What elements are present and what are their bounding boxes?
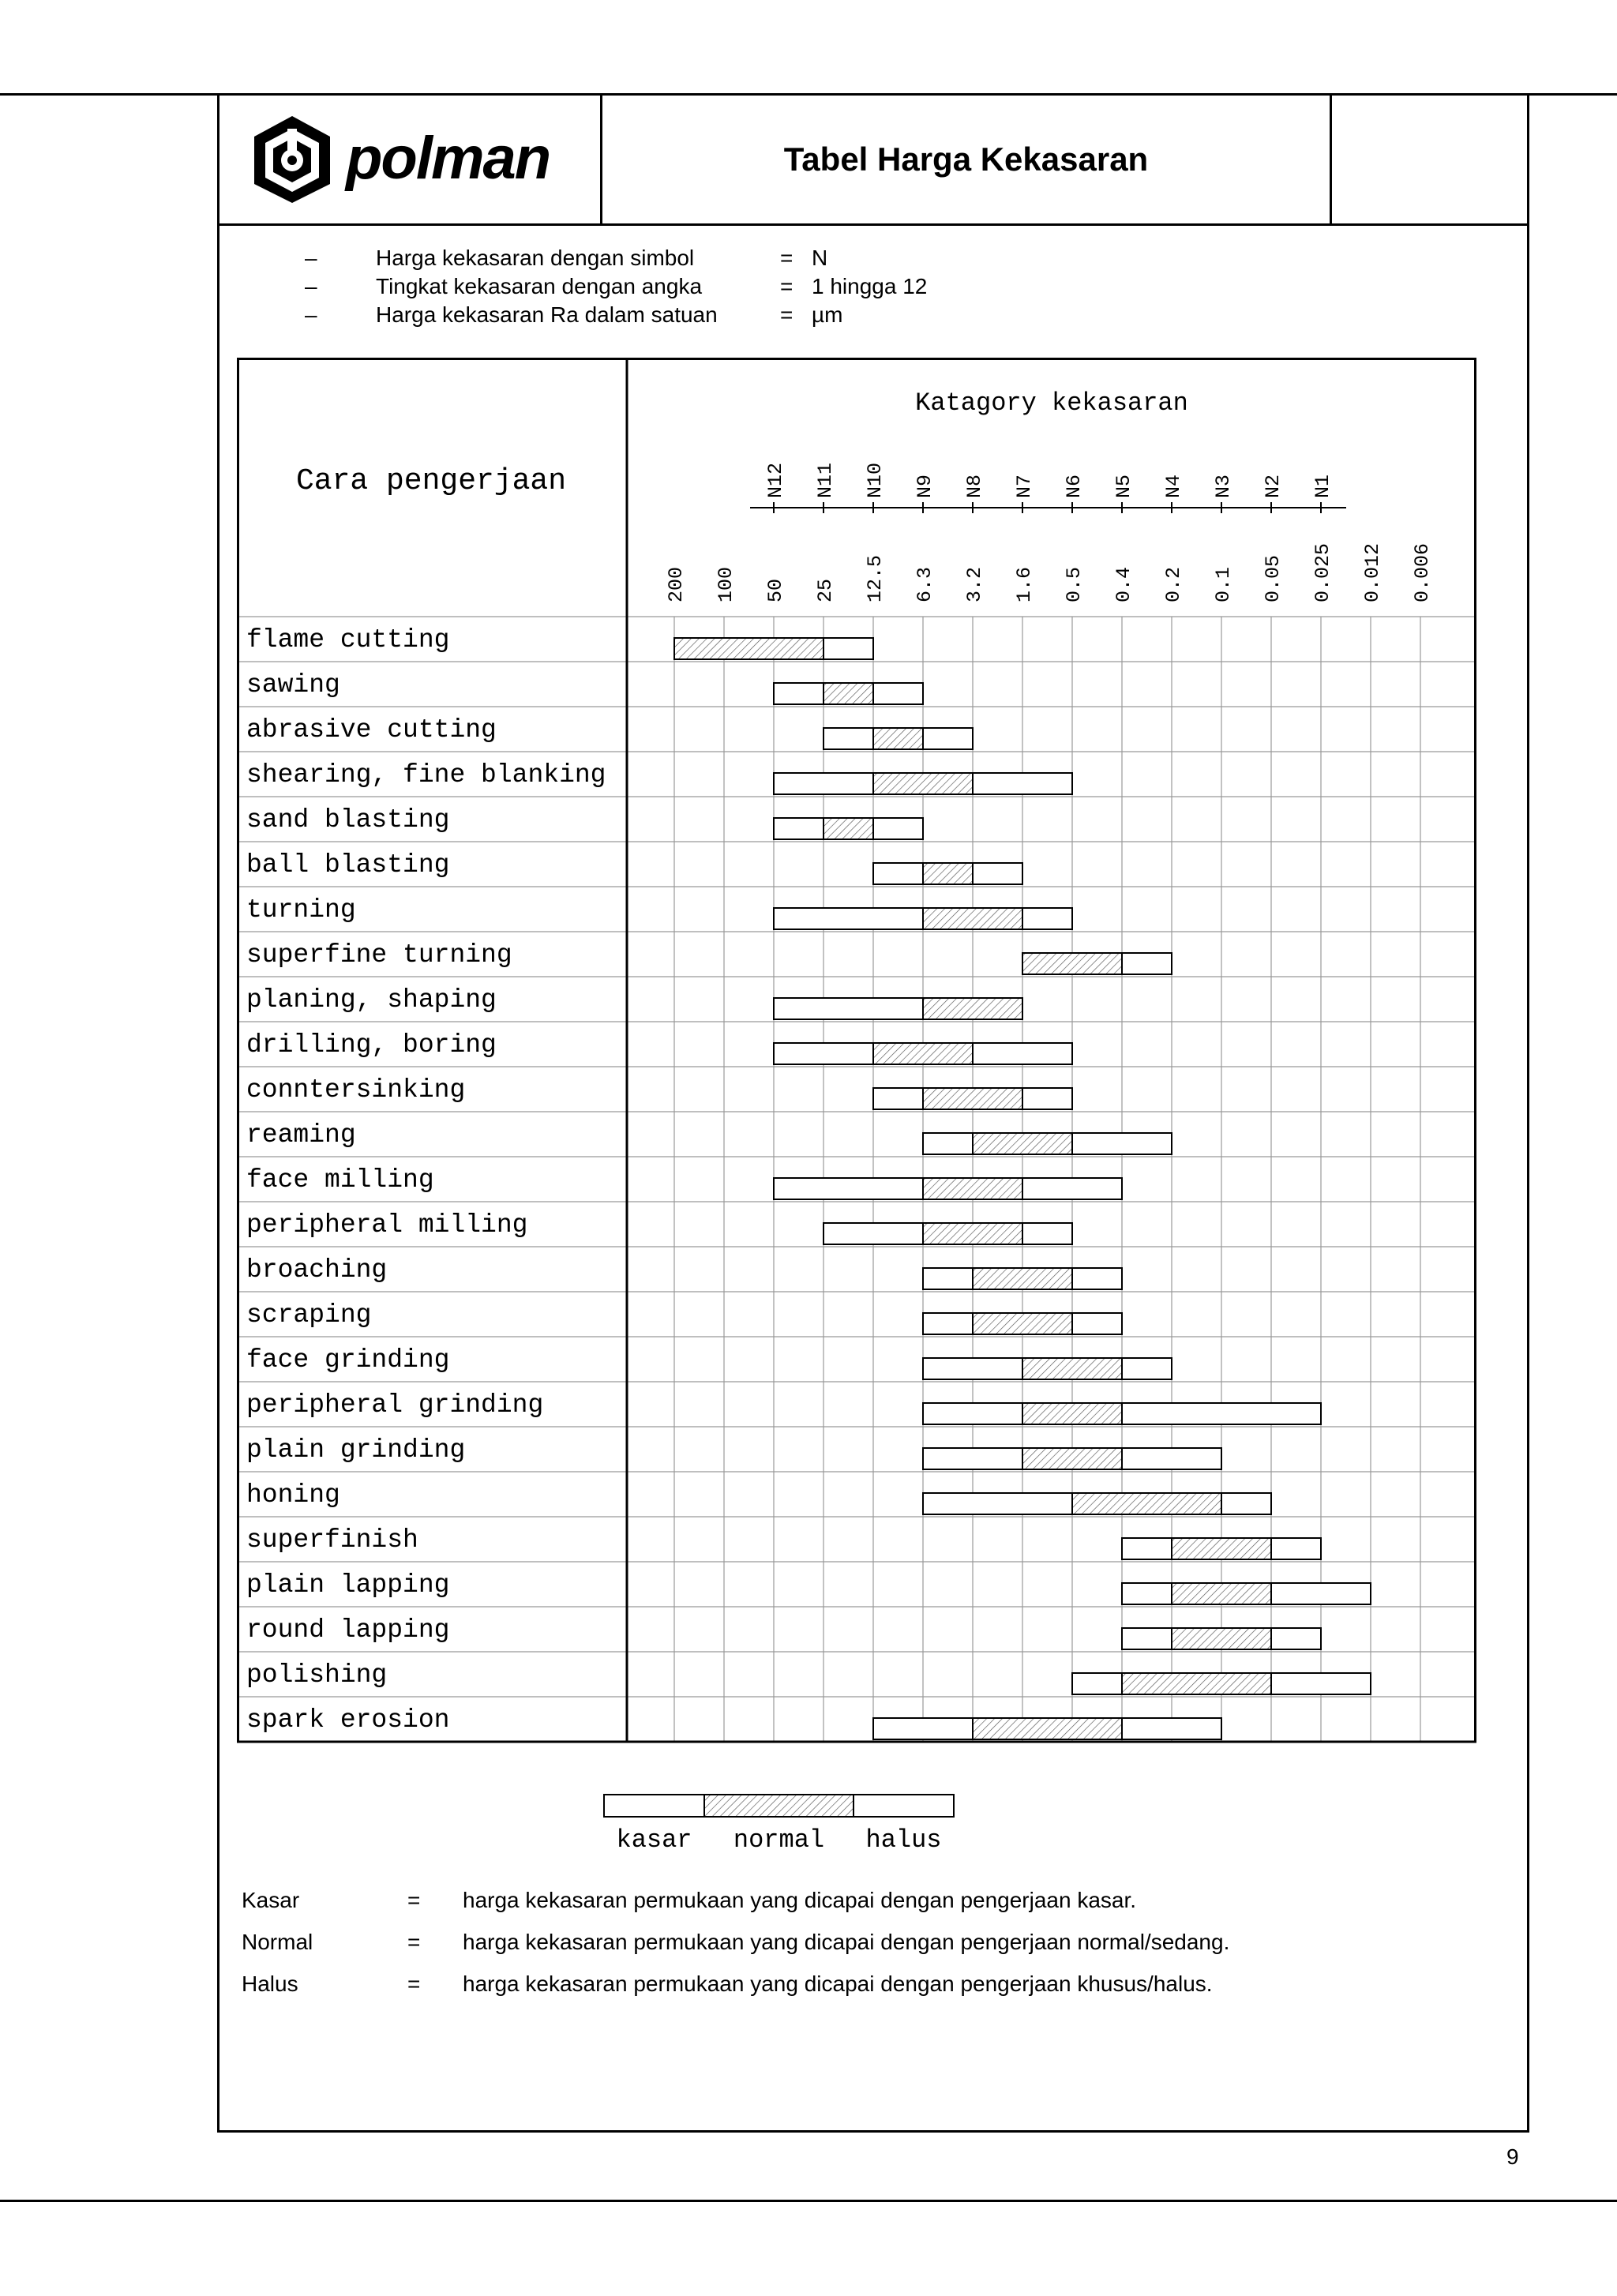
bar-normal (973, 1268, 1072, 1289)
process-label: plain grinding (246, 1435, 466, 1465)
bullet-item (305, 244, 927, 272)
ra-value-label: 0.012 (1361, 542, 1384, 602)
bullet-text: Tingkat kekasaran dengan angka (376, 274, 703, 298)
bullet-dash: – (305, 302, 317, 327)
bar-halus (973, 1043, 1072, 1064)
bar-kasar (1122, 1628, 1172, 1649)
definitions (242, 1888, 1229, 2013)
legend (602, 1793, 997, 1864)
roughness-chart (237, 358, 1476, 1747)
bar-kasar (774, 1178, 923, 1199)
n-class-label: N10 (864, 462, 887, 498)
ra-value-label: 0.2 (1162, 566, 1185, 602)
definition-key: Kasar (242, 1888, 300, 1912)
bar-normal (674, 638, 824, 659)
process-label: peripheral milling (246, 1210, 528, 1240)
bar-normal (1022, 1448, 1122, 1469)
header-rule (219, 223, 1527, 226)
page-frame (217, 93, 1529, 2133)
ra-value-label: 100 (715, 566, 737, 602)
process-label: abrasive cutting (246, 715, 497, 745)
bar-normal (1122, 1673, 1271, 1694)
bullet-dash: – (305, 274, 317, 298)
bar-kasar (774, 908, 923, 929)
bar-normal (923, 1088, 1022, 1109)
bar-halus (1271, 1628, 1321, 1649)
bar-kasar (923, 1403, 1022, 1424)
definition-row (242, 1971, 1229, 2013)
bar-normal (824, 818, 873, 839)
bullet-eq: = (780, 246, 793, 270)
bar-kasar (923, 1133, 973, 1154)
bar-halus (1122, 1403, 1321, 1424)
bullet-eq: = (780, 274, 793, 298)
process-label: sawing (246, 670, 340, 700)
legend-label: normal (733, 1825, 825, 1855)
bar-halus (1022, 908, 1072, 929)
process-label: polishing (246, 1660, 388, 1690)
ra-value-label: 6.3 (914, 566, 936, 602)
bar-halus (1221, 1493, 1271, 1514)
bar-normal (824, 683, 873, 704)
ra-value-label: 50 (764, 578, 787, 602)
process-label: reaming (246, 1120, 356, 1150)
bar-normal (923, 998, 1022, 1019)
bar-normal (1022, 953, 1122, 974)
bar-halus (1072, 1268, 1122, 1289)
n-class-label: N2 (1262, 474, 1285, 498)
definition-text: harga kekasaran permukaan yang dicapai dengan pengerjaan normal/sedang. (463, 1930, 1230, 1954)
bar-kasar (774, 683, 824, 704)
bar-halus (1022, 1178, 1122, 1199)
ra-value-label: 1.6 (1013, 566, 1036, 602)
process-label: planing, shaping (246, 985, 497, 1015)
bar-normal (973, 1313, 1072, 1334)
page-number: 9 (1506, 2144, 1519, 2169)
n-class-label: N7 (1013, 474, 1036, 498)
row-header: Cara pengerjaan (295, 464, 567, 498)
n-class-label: N11 (814, 462, 837, 498)
process-label: scraping (246, 1300, 372, 1330)
bullet-list (305, 244, 927, 329)
bar-halus (1271, 1583, 1371, 1604)
bar-halus (873, 818, 923, 839)
definition-text: harga kekasaran permukaan yang dicapai dengan pengerjaan kasar. (463, 1888, 1137, 1912)
bar-kasar (774, 1043, 873, 1064)
process-label: spark erosion (246, 1705, 450, 1735)
bar-normal (1022, 1358, 1122, 1379)
bar-kasar (873, 1718, 973, 1739)
process-label: broaching (246, 1255, 388, 1285)
bullet-value: 1 hingga 12 (812, 274, 928, 298)
definition-row (242, 1888, 1229, 1930)
bullet-eq: = (780, 302, 793, 327)
bar-normal (1172, 1583, 1271, 1604)
logo-cell (219, 96, 602, 226)
bar-normal (1172, 1538, 1271, 1559)
process-label: ball blasting (246, 850, 450, 880)
bullet-text: Harga kekasaran Ra dalam satuan (376, 302, 718, 327)
ra-value-label: 0.05 (1262, 554, 1285, 602)
bullet-item (305, 272, 927, 301)
bullet-value: µm (812, 302, 843, 327)
definition-eq: = (407, 1930, 421, 1954)
bar-kasar (873, 1088, 923, 1109)
ra-value-label: 0.025 (1311, 542, 1334, 602)
bar-halus (1122, 1448, 1221, 1469)
ra-value-label: 0.006 (1411, 542, 1434, 602)
ra-value-label: 200 (665, 566, 688, 602)
bar-halus (1271, 1538, 1321, 1559)
n-class-label: N4 (1162, 474, 1185, 498)
bar-halus (1072, 1133, 1172, 1154)
process-label: peripheral grinding (246, 1390, 544, 1420)
bar-kasar (824, 728, 873, 749)
bullet-item (305, 301, 927, 329)
process-label: face milling (246, 1165, 434, 1195)
bar-kasar (1122, 1583, 1172, 1604)
bottom-rule (0, 2200, 1617, 2202)
process-label: drilling, boring (246, 1030, 497, 1060)
bar-kasar (923, 1358, 1022, 1379)
legend-label: halus (865, 1825, 942, 1855)
bar-halus (973, 773, 1072, 794)
bar-normal (923, 1223, 1022, 1244)
bar-kasar (923, 1268, 973, 1289)
bullet-text: Harga kekasaran dengan simbol (376, 246, 695, 270)
chart-title: Katagory kekasaran (915, 388, 1188, 418)
bar-kasar (774, 998, 923, 1019)
definition-text: harga kekasaran permukaan yang dicapai dengan pengerjaan khusus/halus. (463, 1971, 1213, 1996)
bar-normal (973, 1133, 1072, 1154)
ra-value-label: 0.1 (1212, 566, 1235, 602)
legend-label: kasar (616, 1825, 692, 1855)
n-class-label: N12 (764, 462, 787, 498)
bar-halus (1122, 953, 1172, 974)
bar-normal (1022, 1403, 1122, 1424)
bar-kasar (824, 1223, 923, 1244)
process-label: sand blasting (246, 805, 450, 835)
process-label: shearing, fine blanking (246, 760, 606, 790)
legend-swatch-normal (704, 1795, 854, 1817)
ra-value-label: 0.4 (1112, 566, 1135, 602)
legend-swatch-kasar (604, 1795, 704, 1817)
bar-halus (1122, 1358, 1172, 1379)
process-label: turning (246, 895, 356, 925)
bar-halus (1072, 1313, 1122, 1334)
logo-text: polman (346, 125, 550, 192)
n-class-label: N8 (963, 474, 986, 498)
bar-normal (923, 908, 1022, 929)
bar-kasar (1122, 1538, 1172, 1559)
n-class-label: N6 (1063, 474, 1086, 498)
bar-normal (873, 728, 923, 749)
process-label: round lapping (246, 1615, 450, 1645)
ra-value-label: 0.5 (1063, 566, 1086, 602)
bar-halus (1022, 1088, 1072, 1109)
definition-key: Halus (242, 1971, 298, 1996)
bar-kasar (873, 863, 923, 884)
page-title: Tabel Harga Kekasaran (602, 96, 1332, 226)
bar-kasar (923, 1493, 1072, 1514)
bar-normal (1172, 1628, 1271, 1649)
process-label: flame cutting (246, 625, 450, 655)
bar-halus (923, 728, 973, 749)
bar-halus (1122, 1718, 1221, 1739)
bullet-value: N (812, 246, 828, 270)
n-class-label: N1 (1311, 474, 1334, 498)
bar-halus (1271, 1673, 1371, 1694)
definition-key: Normal (242, 1930, 313, 1954)
bar-normal (1072, 1493, 1221, 1514)
legend-swatch-halus (854, 1795, 954, 1817)
n-class-label: N9 (914, 474, 936, 498)
process-label: face grinding (246, 1345, 450, 1375)
process-label: honing (246, 1480, 340, 1510)
n-class-label: N3 (1212, 474, 1235, 498)
process-label: superfinish (246, 1525, 418, 1555)
bar-kasar (1072, 1673, 1122, 1694)
process-label: superfine turning (246, 940, 512, 970)
ra-value-label: 12.5 (864, 554, 887, 602)
definition-eq: = (407, 1971, 421, 1996)
process-label: conntersinking (246, 1075, 466, 1105)
bar-normal (923, 1178, 1022, 1199)
bar-normal (873, 773, 973, 794)
process-label: plain lapping (246, 1570, 450, 1600)
bar-kasar (774, 773, 873, 794)
bullet-dash: – (305, 246, 317, 270)
bar-halus (824, 638, 873, 659)
n-class-label: N5 (1112, 474, 1135, 498)
definition-row (242, 1930, 1229, 1971)
polman-logo-icon (245, 111, 340, 206)
definition-eq: = (407, 1888, 421, 1912)
header-empty-cell (1332, 96, 1527, 223)
bar-halus (873, 683, 923, 704)
ra-value-label: 25 (814, 578, 837, 602)
bar-normal (873, 1043, 973, 1064)
bar-normal (973, 1718, 1122, 1739)
bar-kasar (923, 1313, 973, 1334)
ra-value-label: 3.2 (963, 566, 986, 602)
bar-halus (1022, 1223, 1072, 1244)
bar-kasar (923, 1448, 1022, 1469)
bar-kasar (774, 818, 824, 839)
bar-normal (923, 863, 973, 884)
bar-halus (973, 863, 1022, 884)
